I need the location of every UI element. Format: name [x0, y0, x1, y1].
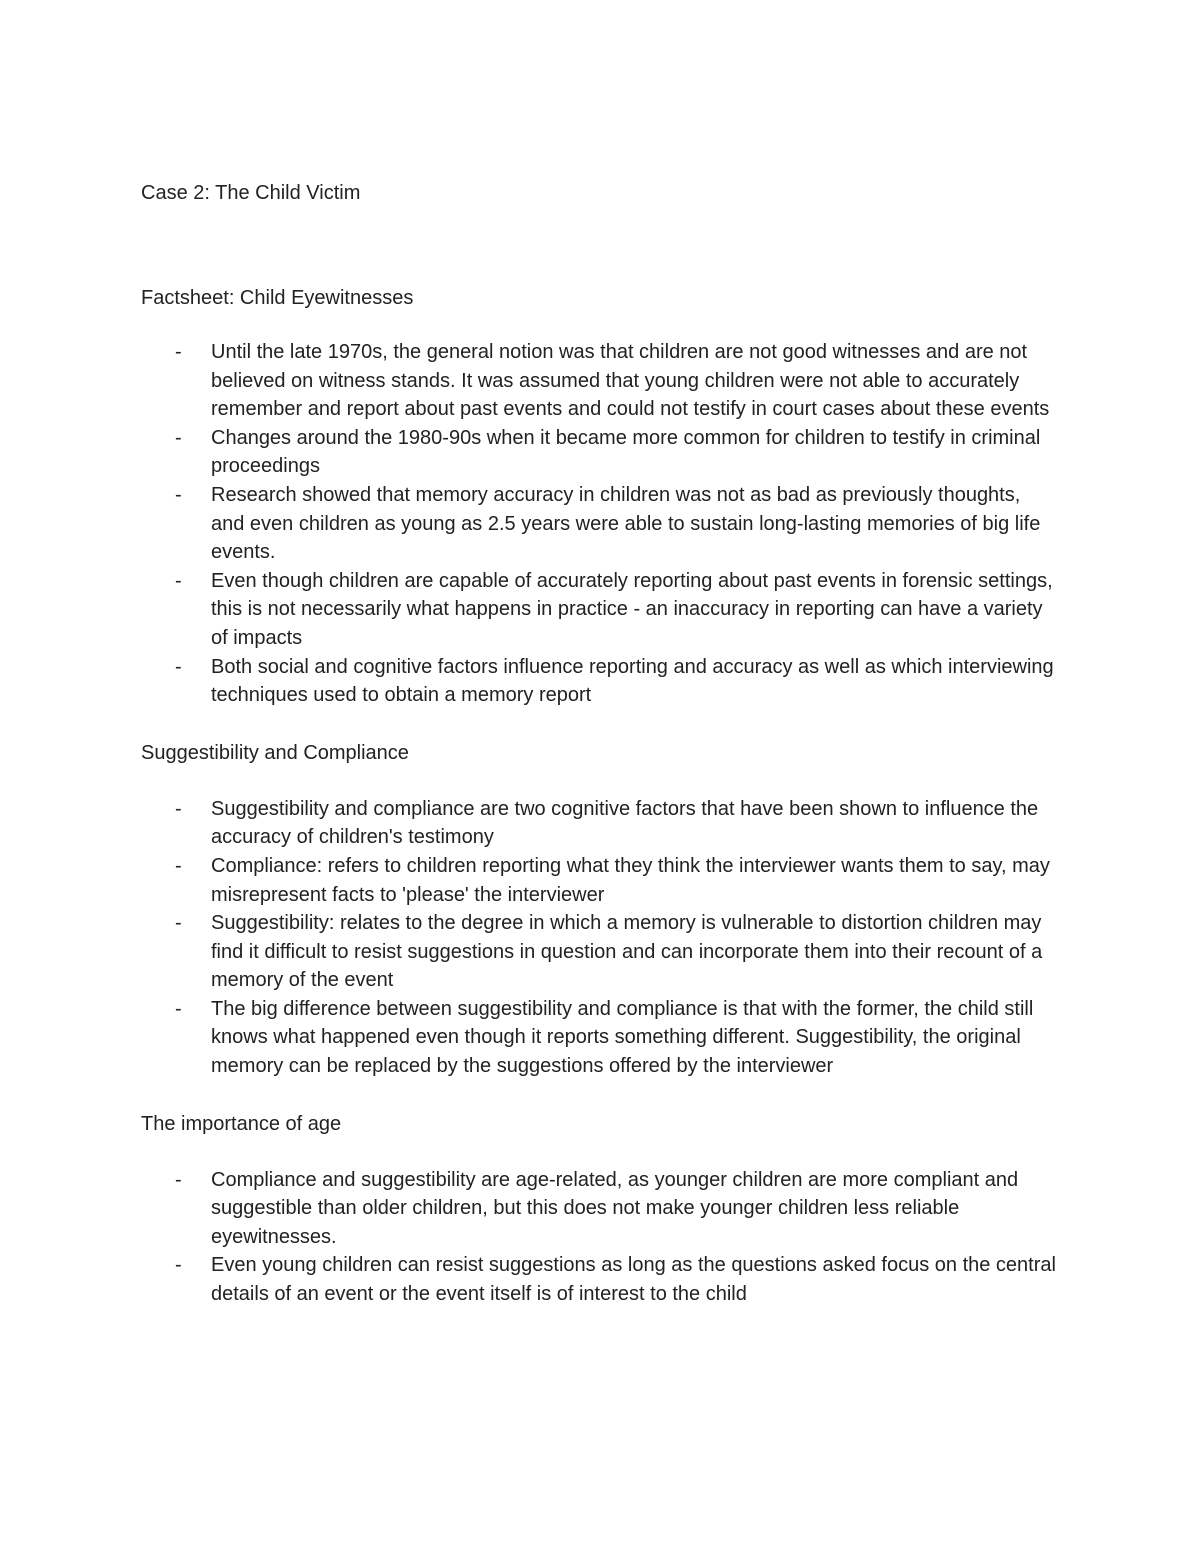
section-suggestibility-compliance [141, 738, 1071, 1081]
bullet-marker: - [175, 341, 182, 363]
list-item [141, 653, 1057, 710]
bullet-marker: - [175, 797, 182, 820]
list-item-text: Suggestibility: relates to the degree in which a memory is vulnerable to distortion children may find it difficult to resist suggestions in question and can incorporate them into their recount of a memory of the event [211, 912, 1043, 992]
bullet-marker: - [175, 655, 182, 678]
section-importance-of-age [141, 1109, 1071, 1309]
list-item [141, 995, 1057, 1081]
list-item [141, 481, 1057, 567]
list-item [141, 338, 1057, 424]
list-item-text: Changes around the 1980-90s when it became more common for children to testify in criminal proceedings [211, 426, 1041, 478]
bullet-marker: - [175, 1168, 182, 1191]
section-heading: Suggestibility and Compliance [141, 741, 409, 764]
list-item-text: Research showed that memory accuracy in children was not as bad as previously thoughts, and even children as young as 2.5 years were able to sustain long-lasting memories of big life events. [211, 483, 1041, 564]
bullet-marker: - [175, 912, 182, 935]
list-item [141, 909, 1057, 995]
list-item-text: Compliance and suggestibility are age-related, as younger children are more compliant and suggestible than older children, but this does not make younger children less reliable eyewitnesses. [211, 1168, 1019, 1248]
list-item-text: Compliance: refers to children reporting what they think the interviewer wants them to say, may misrepresent facts to 'please' the interviewer [211, 854, 1050, 906]
bullet-list [141, 795, 1071, 1081]
list-item-text: Until the late 1970s, the general notion was that children are not good witnesses and are not believed on witness stands. It was assumed that young children were not able to accurately remember and report about past events and could not testify in court cases about these events [211, 341, 1050, 421]
document-title: Case 2: The Child Victim [141, 182, 361, 204]
list-item-text: Even young children can resist suggestions as long as the questions asked focus on the central details of an event or the event itself is of interest to the child [211, 1254, 1056, 1306]
list-item [141, 795, 1057, 852]
bullet-marker: - [175, 854, 182, 877]
bullet-list [141, 338, 1071, 710]
section-heading: Factsheet: Child Eyewitnesses [141, 287, 414, 309]
bullet-marker: - [175, 1254, 182, 1277]
list-item-text: The big difference between suggestibility and compliance is that with the former, the child still knows what happened even though it reports something different. Suggestibility, the original memory can be replaced by the suggestions offered by the interviewer [211, 997, 1034, 1078]
bullet-marker: - [175, 997, 182, 1020]
bullet-marker: - [175, 483, 182, 506]
bullet-marker: - [175, 569, 182, 592]
bullet-list [141, 1166, 1071, 1309]
section-heading: The importance of age [141, 1112, 342, 1135]
list-item-text: Suggestibility and compliance are two cognitive factors that have been shown to influence the accuracy of children's testimony [211, 797, 1039, 849]
list-item-text: Even though children are capable of accurately reporting about past events in forensic settings, this is not necessarily what happens in practice - an inaccuracy in reporting can have a variety of impacts [211, 569, 1053, 649]
section-factsheet [141, 283, 1071, 710]
bullet-marker: - [175, 426, 182, 449]
list-item [141, 424, 1057, 481]
list-item [141, 1166, 1057, 1252]
list-item [141, 1251, 1057, 1308]
list-item [141, 852, 1057, 909]
list-item-text: Both social and cognitive factors influence reporting and accuracy as well as which interviewing techniques used to obtain a memory report [211, 655, 1054, 707]
document-page [141, 178, 1071, 1309]
list-item [141, 567, 1057, 653]
